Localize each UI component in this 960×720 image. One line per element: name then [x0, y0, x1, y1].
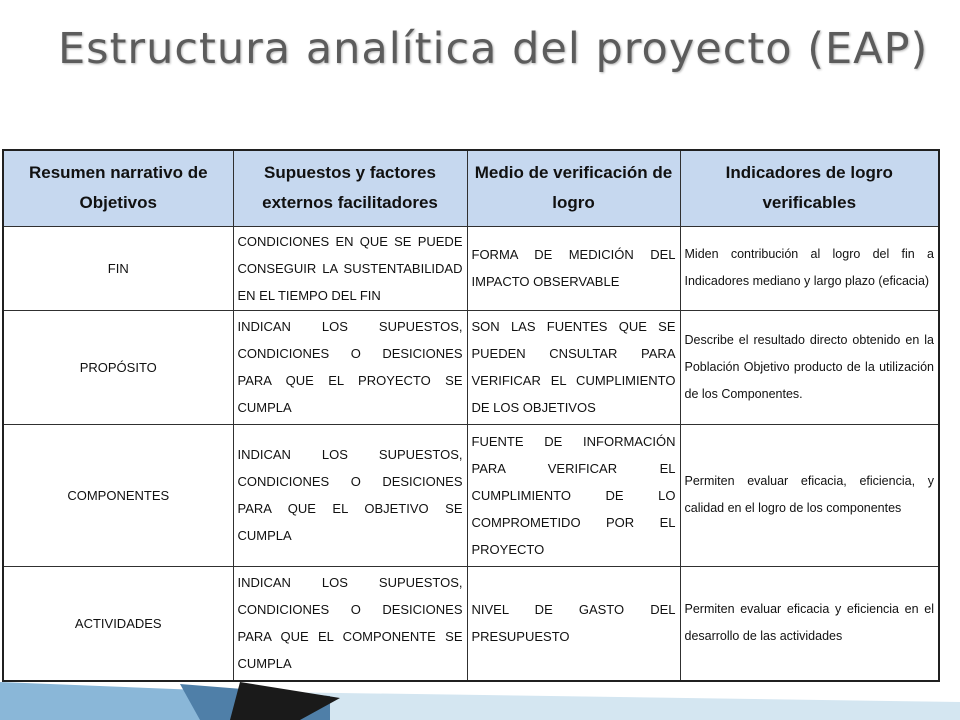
footer-decoration [0, 680, 960, 720]
cell-indicadores: Describe el resultado directo obtenido en la Población Objetivo producto de la utilización de los Componentes. [680, 310, 939, 424]
row-label-actividades: ACTIVIDADES [3, 566, 233, 681]
table-row [3, 226, 939, 310]
row-label-fin: FIN [3, 226, 233, 310]
header-medio: Medio de verificación de logro [467, 150, 680, 226]
cell-medio: FUENTE DE INFORMACIÓN PARA VERIFICAR EL CUMPLIMIENTO DE LO COMPROMETIDO POR EL PROYECTO [467, 424, 680, 566]
cell-supuestos: INDICAN LOS SUPUESTOS, CONDICIONES O DESICIONES PARA QUE EL OBJETIVO SE CUMPLA [233, 424, 467, 566]
cell-medio: NIVEL DE GASTO DEL PRESUPUESTO [467, 566, 680, 681]
header-resumen: Resumen narrativo de Objetivos [3, 150, 233, 226]
header-indicadores: Indicadores de logro verificables [680, 150, 939, 226]
cell-supuestos: CONDICIONES EN QUE SE PUEDE CONSEGUIR LA SUSTENTABILIDAD EN EL TIEMPO DEL FIN [233, 226, 467, 310]
table-row [3, 310, 939, 424]
table-row [3, 424, 939, 566]
cell-medio: SON LAS FUENTES QUE SE PUEDEN CNSULTAR PARA VERIFICAR EL CUMPLIMIENTO DE LOS OBJETIVOS [467, 310, 680, 424]
slide-title: Estructura analítica del proyecto (EAP) [58, 24, 929, 74]
row-label-proposito: PROPÓSITO [3, 310, 233, 424]
table-row [3, 566, 939, 681]
cell-medio: FORMA DE MEDICIÓN DEL IMPACTO OBSERVABLE [467, 226, 680, 310]
header-supuestos: Supuestos y factores externos facilitadores [233, 150, 467, 226]
cell-supuestos: INDICAN LOS SUPUESTOS, CONDICIONES O DESICIONES PARA QUE EL PROYECTO SE CUMPLA [233, 310, 467, 424]
row-label-componentes: COMPONENTES [3, 424, 233, 566]
eap-table [2, 149, 940, 682]
cell-indicadores: Miden contribución al logro del fin a Indicadores mediano y largo plazo (eficacia) [680, 226, 939, 310]
header-row [3, 150, 939, 226]
cell-supuestos: INDICAN LOS SUPUESTOS, CONDICIONES O DESICIONES PARA QUE EL COMPONENTE SE CUMPLA [233, 566, 467, 681]
cell-indicadores: Permiten evaluar eficacia, eficiencia, y calidad en el logro de los componentes [680, 424, 939, 566]
cell-indicadores: Permiten evaluar eficacia y eficiencia en el desarrollo de las actividades [680, 566, 939, 681]
